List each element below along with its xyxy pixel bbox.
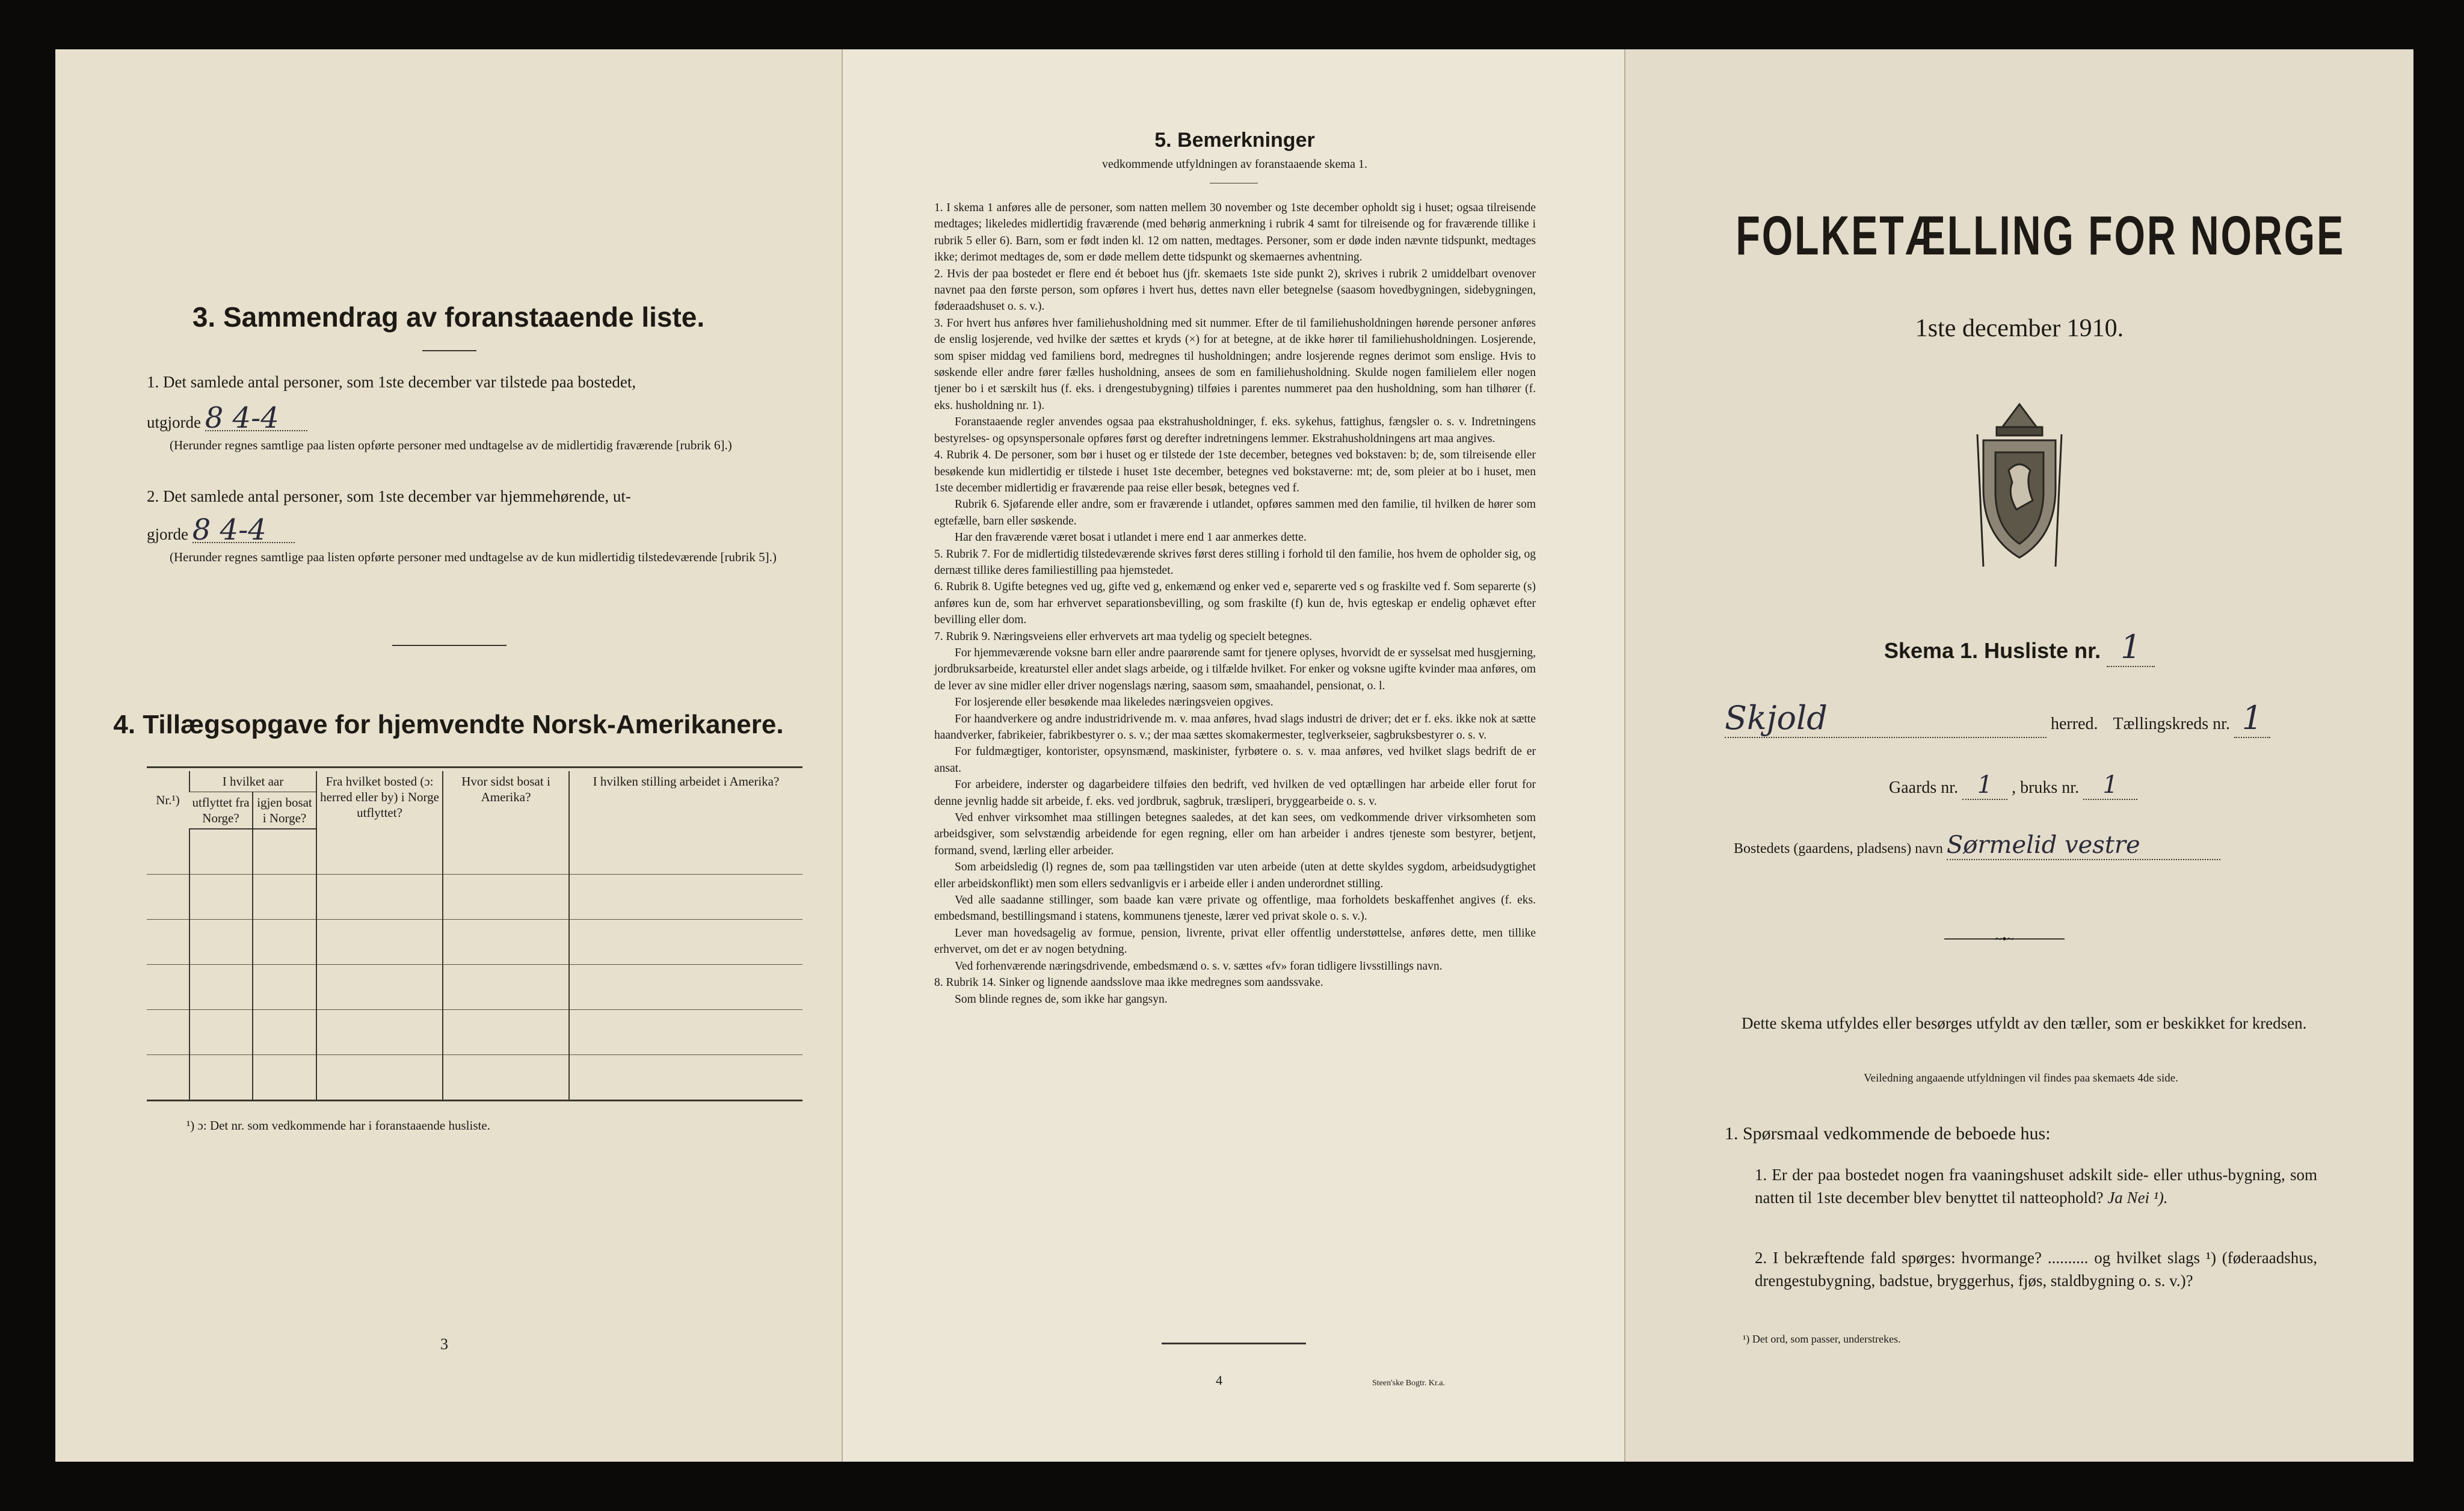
coat-of-arms-icon: [1959, 386, 2080, 567]
veiledning-text: Veiledning angaaende utfyldningen vil findes paa skemaets 4de side.: [1864, 1072, 2178, 1085]
question-1-text: 1. Er der paa bostedet nogen fra vaaningshuset adskilt side- eller uthus-bygning, som natten til 1ste december blev benyttet til natteophold?: [1755, 1166, 2317, 1207]
table-footnote: ¹) ɔ: Det nr. som vedkommende har i foranstaaende husliste.: [186, 1118, 490, 1133]
herred-line: [1725, 699, 2270, 738]
remark-paragraph: 7. Rubrik 9. Næringsveiens eller erhvervets art maa tydelig og specielt betegnes.: [934, 630, 1313, 643]
remarks-subheading: vedkommende utfyldningen av foranstaaende skema 1.: [1102, 158, 1367, 171]
page-1-cover: [1625, 49, 2413, 1462]
remark-paragraph: Rubrik 6. Sjøfarende eller andre, som er fraværende i utlandet, opføres sammen med den familie, til hvilken de hører som egtefælle, barn eller søskende.: [934, 498, 1536, 528]
herred-value: Skjold: [1725, 699, 2047, 738]
remark-paragraph: Som blinde regnes de, som ikke har gangsyn.: [955, 992, 1168, 1006]
census-date: 1ste december 1910.: [1915, 315, 2124, 342]
remark-paragraph: Foranstaaende regler anvendes ogsaa paa ekstrahusholdninger, f. eks. sykehus, fattighus, fængsler o. s. v. Indretningens bestyrelses- og opsynspersonale opføres først og derefter indretningens lemmer. Ekstrahusholdningens art maa angives.: [934, 416, 1536, 445]
page-number: 3: [440, 1335, 448, 1353]
table-row: [147, 1010, 802, 1055]
bruks-label: , bruks nr.: [2012, 778, 2080, 797]
table-row: [147, 920, 802, 965]
bosted-label: Bostedets (gaardens, pladsens) navn: [1734, 841, 1943, 857]
page-3: [55, 49, 842, 1462]
page1-footnote: ¹) Det ord, som passer, understrekes.: [1743, 1333, 1901, 1345]
skema-label: Skema 1. Husliste nr.: [1884, 638, 2101, 663]
gaards-label: Gaards nr.: [1889, 778, 1959, 797]
remark-paragraph: For hjemmeværende voksne barn eller andre paarørende samt for tjenere oplyses, hvorvidt de er sysselsat med husgjerning, jordbruksarbeide, kreaturstel eller andet slags arbeide, og i tilfælde hvilket. For enker og voksne ugifte kvinder maa anføres, om de lever av sine midler eller driver nogenslags næring, saasom søm, smaahandel, pensionat, o. l.: [934, 646, 1536, 692]
kreds-value: 1: [2234, 699, 2270, 738]
summary-item-1: [147, 371, 802, 454]
gaards-value: 1: [1962, 771, 2007, 800]
remark-paragraph: Ved alle saadanne stillinger, som baade kan være private og offentlige, maa forholdets beskaffenhet angives (f. eks. embedsmand, bestillingsmand i statens, kommunens tjeneste, lærer ved privat skole o. s. v.).: [934, 894, 1536, 923]
heading-section-4: 4. Tillægsopgave for hjemvendte Norsk-Amerikanere.: [113, 710, 784, 739]
col-nr: Nr.¹): [156, 793, 180, 807]
skema-line: [1884, 628, 2155, 667]
summary-item-2-prefix: gjorde: [147, 525, 188, 543]
section-1-heading: 1. Spørsmaal vedkommende de beboede hus:: [1725, 1124, 2051, 1143]
remark-paragraph: 8. Rubrik 14. Sinker og lignende aandsslove maa ikke medregnes som aandssvake.: [934, 976, 1323, 989]
remark-paragraph: 3. For hvert hus anføres hver familiehusholdning med sit nummer. Efter de til familiehusholdningen hørende personer anføres de enslig losjerende, ved hvilke der sættes et kryds (×) for at betegne, at de ikke hører til familiehusholdningen. Losjerende, som spiser middag ved familiens bord, medregnes til husholdningen; andre losjerende regnes derimot som enslige. Hvis to søskende eller andre fører fælles husholdning, ansees de som en familiehusholdning. Skulde nogen familielem eller nogen tjener bo i et særskilt hus (f. eks. i drengestubygning) tilføies i parentes nummeret paa den husholdning, som han tilhører (f. eks. husholdning nr. 1).: [934, 316, 1536, 412]
ornament-icon: ~•~: [1995, 931, 2014, 946]
remark-paragraph: For fuldmægtiger, kontorister, opsynsmænd, maskinister, fyrbøtere o. s. v. maa anføres, ved hvilket slags bedrift de er ansat.: [934, 745, 1536, 775]
page-number: 4: [1216, 1373, 1222, 1388]
remark-paragraph: For haandverkere og andre industridrivende m. v. maa anføres, hvad slags industri de driver; det er f. eks. ikke nok at sætte haandverker, fabrikeier, fabrikbestyrer o. s. v.; der maa sættes skomakermester, teglverkseier, sagbruksbestyrer o. s. v.: [934, 712, 1536, 742]
kreds-label: Tællingskreds nr.: [2113, 715, 2230, 733]
remark-paragraph: Ved enhver virksomhet maa stillingen betegnes saaledes, at det kan sees, om vedkommende driver virksomheten som arbeidsgiver, som selvstændig arbeidende for egen regning, eller om han arbeider i andres tjeneste som bestyrer, betjent, formand, svend, lærling eller arbeider.: [934, 811, 1536, 857]
table-row: [147, 875, 802, 920]
col-igjen-bosat: igjen bosat i Norge?: [253, 792, 316, 829]
remark-paragraph: For losjerende eller besøkende maa likeledes næringsveien opgives.: [955, 696, 1274, 709]
remark-paragraph: For arbeidere, inderster og dagarbeidere tilføies den bedrift, ved hvilken de ved optællingen har arbeide eller forut for denne jevnlig hadde sit arbeide, f. eks. ved jordbruk, sagbruk, træsliperi, bryggearbeide o. s. v.: [934, 778, 1536, 808]
bruks-value: 1: [2083, 771, 2137, 800]
remark-paragraph: Ved forhenværende næringsdrivende, embedsmænd o. s. v. sættes «fv» foran tidligere livsstillings navn.: [955, 959, 1443, 973]
gaards-line: [1889, 771, 2137, 800]
remark-paragraph: Lever man hovedsagelig av formue, pension, livrente, privat eller offentlig understøttelse, anføres dette, men tillike erhvervet, om det er av nogen betydning.: [934, 926, 1536, 956]
remark-paragraph: 1. I skema 1 anføres alle de personer, som natten mellem 30 november og 1ste december opholdt sig i huset; ogsaa tilreisende medtages; likeledes midlertidig fraværende (med behørig anmerkning i rubrik 4 samt for tilreisende og for fraværende tillike i rubrik 5 eller 6). Barn, som er født inden kl. 12 om natten, medtages. Personer, som er døde inden nævnte tidspunkt, medtages ikke; derimot medtages de, som er døde mellem dette tidspunkt og skemaernes avhentning.: [934, 202, 1536, 264]
printer-imprint: Steen'ske Bogtr. Kr.a.: [1372, 1379, 1446, 1388]
remark-paragraph: Som arbeidsledig (l) regnes de, som paa tællingstiden var uten arbeide (uten at dette skyldes sygdom, arbeidsudygtighet eller arbeidskonflikt) men som ellers sedvanligvis er i arbeide eller i anden underordnet stilling.: [934, 861, 1536, 890]
question-1-answer: Ja Nei ¹).: [2107, 1189, 2168, 1207]
divider: [1162, 1343, 1306, 1344]
heading-section-3: 3. Sammendrag av foranstaaende liste.: [192, 301, 705, 333]
herred-label: herred.: [2051, 715, 2098, 733]
instruction-text: Dette skema utfyldes eller besørges utfyldt av den tæller, som er beskikket for kredsen.: [1742, 1014, 2307, 1032]
remarks-body: [934, 200, 1536, 1008]
summary-item-2-note: (Herunder regnes samtlige paa listen opførte personer med undtagelse av de kun midlertidig tilstedeværende [rubrik 5].): [170, 550, 777, 564]
remark-paragraph: 4. Rubrik 4. De personer, som bør i huset og er tilstede der 1ste december, betegnes ved bokstaven: b; de, som tilreisende eller besøkende kun midlertidig er tilstede i huset 1ste december, betegnes ved bokstaverne: mt; de, som pleier at bo i huset, men 1ste december midlertidig er fraværende paa reise eller besøk, betegnes ved f.: [934, 449, 1536, 494]
summary-item-2: [147, 485, 802, 565]
table-row: [147, 965, 802, 1010]
table-top-rule: [147, 766, 802, 768]
summary-item-1-text: 1. Det samlede antal personer, som 1ste december var tilstede paa bostedet,: [147, 373, 636, 391]
bosted-value: Sørmelid vestre: [1947, 831, 2220, 860]
question-2: 2. I bekræftende fald spørges: hvormange? .......... og hvilket slags ¹) (føderaadshus, drengestubygning, badstue, bryggerhus, fjøs, staldbygning o. s. v.)?: [1755, 1249, 2317, 1290]
remark-paragraph: 2. Hvis der paa bostedet er flere end ét beboet hus (jfr. skemaets 1ste side punkt 2), skrives i rubrik 2 umiddelbart ovenover navnet paa den første person, som opføres i hvert hus, dettes navn eller betegnelse (saasom hovedbygningen, sidebygningen, føderaadshuset o. s. v.).: [934, 267, 1536, 313]
summary-item-1-note: (Herunder regnes samtlige paa listen opførte personer med undtagelse av de midlertidig fraværende [rubrik 6].): [170, 438, 732, 452]
remark-paragraph: Har den fraværende været bosat i utlandet i mere end 1 aar anmerkes dette.: [955, 531, 1307, 544]
husliste-number: 1: [2107, 628, 2155, 667]
table-row: [147, 829, 802, 875]
divider: [422, 350, 476, 351]
summary-item-1-value: 8 4-4: [205, 406, 307, 431]
col-utflyttet: utflyttet fra Norge?: [189, 792, 253, 829]
summary-item-2-text: 2. Det samlede antal personer, som 1ste december var hjemmehørende, ut-: [147, 487, 631, 505]
norsk-amerikanere-table: [147, 771, 802, 1101]
table-row: [147, 1055, 802, 1101]
summary-item-1-prefix: utgjorde: [147, 413, 201, 431]
remarks-heading: 5. Bemerkninger: [1154, 129, 1315, 152]
col-stilling: I hvilken stilling arbeidet i Amerika?: [569, 771, 802, 829]
col-group-year: I hvilket aar: [189, 771, 316, 792]
remark-paragraph: 5. Rubrik 7. For de midlertidig tilstedeværende skrives først deres stilling i forhold til den familie, hos hvem de opholder sig, og dernæst tillike deres familiestilling paa hjemstedet.: [934, 547, 1536, 577]
page-4: [842, 49, 1625, 1462]
remark-paragraph: 6. Rubrik 8. Ugifte betegnes ved ug, gifte ved g, enkemænd og enker ved e, separerte ved s og fraskilte ved f. Som separerte (s) anføres kun de, som har erhvervet separationsbevilling, og som fraskilte (f) kun de, hvis egteskap er endelig ophævet efter bevilling eller dom.: [934, 580, 1536, 627]
col-hvor-bosat: Hvor sidst bosat i Amerika?: [443, 771, 569, 829]
document-title: FOLKETÆLLING FOR NORGE: [1736, 205, 2345, 266]
divider: [392, 645, 507, 646]
summary-item-2-value: 8 4-4: [192, 518, 295, 543]
bosted-line: [1734, 831, 2220, 860]
question-1: [1755, 1163, 2317, 1209]
col-fra-bosted: Fra hvilket bosted (ɔ: herred eller by) i Norge utflyttet?: [316, 771, 443, 829]
